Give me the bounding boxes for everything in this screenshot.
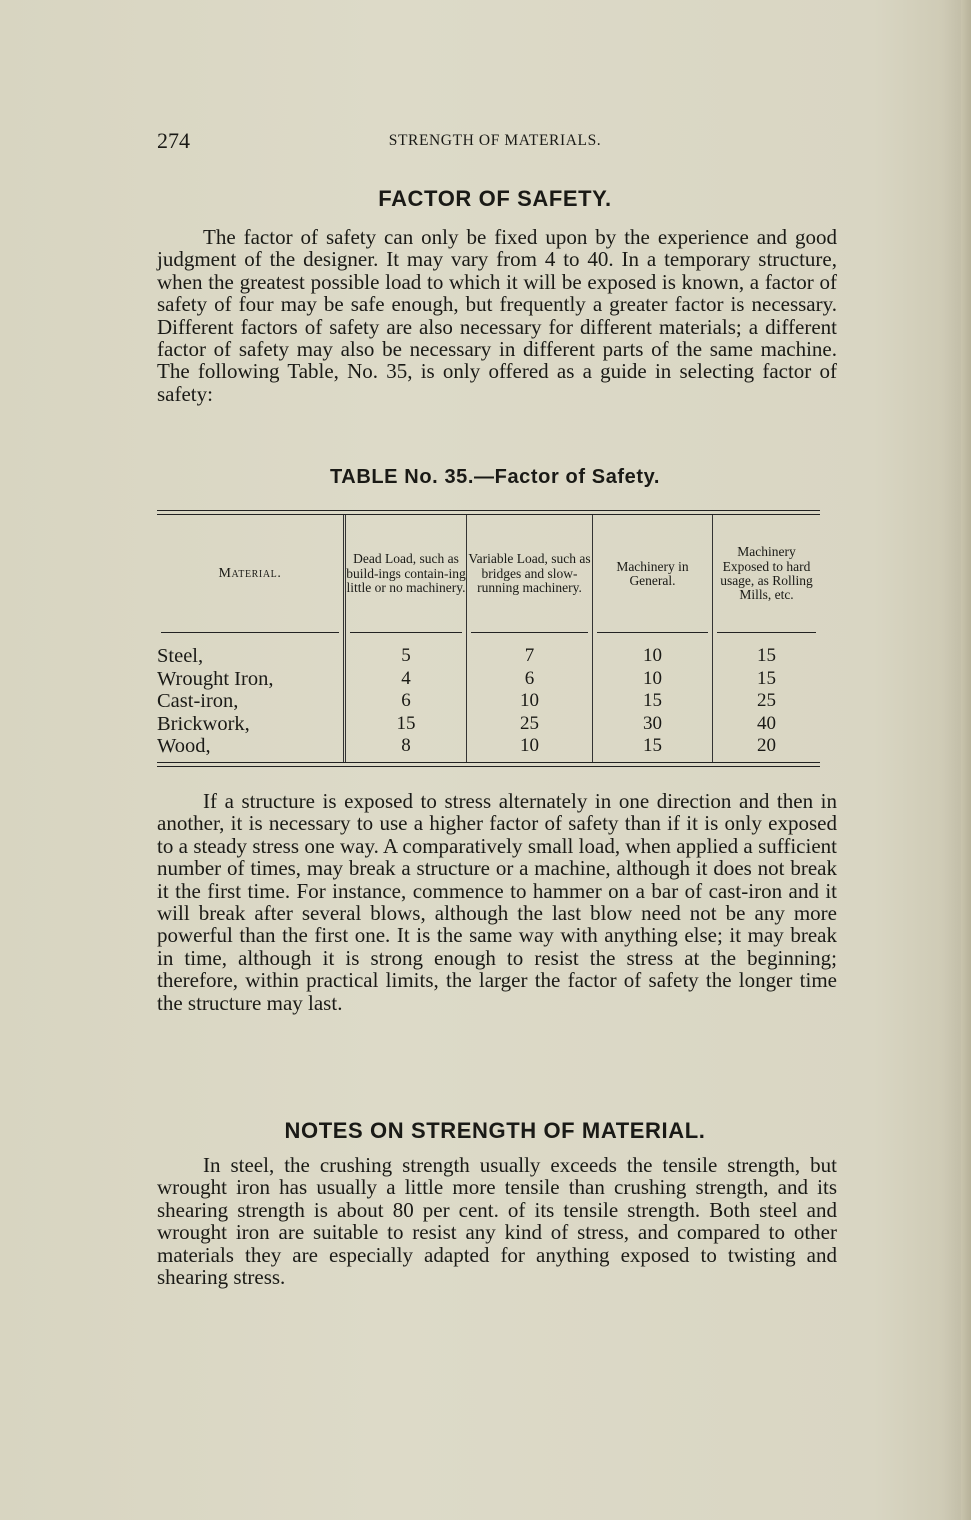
table-cell: 6 [401,690,411,712]
table-cell: Cast-iron, [157,690,239,713]
header-machinery-general: Machinery in General. [592,515,712,633]
table-cell: 10 [643,645,662,666]
notes-paragraph: In steel, the crushing strength usually exceeds the tensile strength, but wrought iron has usually a little more tensile than crushing strength, and its shearing strength is about 80 per cent. of its tensile strength. Both steel and wrought iron are suitable to resist any kind of stress, and compared to other materials they are especially adapted for anything exposed to twisting and shearing stress. [157,1153,837,1290]
table-body [157,633,820,762]
header-variable-load: Variable Load, such as bridges and slow-running machinery. [466,515,592,633]
column-machinery-hard-usage [712,633,820,762]
section-title-factor-of-safety: FACTOR OF SAFETY. [378,186,612,211]
table-header-row [157,515,820,633]
table-cell: 25 [520,712,539,734]
page-number: 274 [157,128,190,153]
table-title: TABLE No. 35.—Factor of Safety. [329,466,661,488]
table-cell: 4 [401,667,411,689]
table-cell: Brickwork, [157,712,250,735]
table-cell: Wrought Iron, [157,667,274,690]
column-material [157,633,343,762]
table-cell: 8 [401,735,411,757]
intro-paragraph: The factor of safety can only be fixed upon by the experience and good judgment of the designer. It may vary from 4 to 40. In a temporary structure, when the greatest possible load to which it will be exposed is known, a factor of safety of four may be safe enough, but frequently a greater factor is necessary. Different factors of safety are also necessary for different materials; a different factor of safety may also be necessary in different parts of the same machine. The following Table, No. 35, is only offered as a guide in selecting factor of safety: [157,225,837,406]
table-cell: 6 [524,667,535,689]
table-bottom-rule [157,762,820,767]
table-cell: 15 [757,667,776,689]
table-cell: 15 [643,690,662,712]
header-dead-load: Dead Load, such as build-ings contain-ing little or no machinery. [343,515,466,633]
table-cell: 10 [520,690,539,712]
table-cell: 15 [757,645,776,666]
table-cell: 40 [757,712,776,734]
section-title-notes-on-strength: NOTES ON STRENGTH OF MATERIAL. [284,1118,706,1143]
table-cell: Wood, [157,735,211,758]
page-edge [961,0,971,1520]
table-cell: 10 [643,667,662,689]
column-dead-load [343,633,466,762]
column-variable-load [466,633,592,762]
table-cell: 20 [757,735,776,757]
table-cell: 30 [643,712,662,734]
header-machinery-hard-usage: Machinery Exposed to hard usage, as Rolling Mills, etc. [712,515,820,633]
table-cell: 25 [757,690,776,712]
factor-of-safety-table [157,510,820,767]
table-cell: 15 [396,712,416,734]
table-cell: 15 [643,735,662,757]
table-cell: Steel, [157,645,204,667]
table-cell: 10 [520,735,539,757]
column-machinery-general [592,633,712,762]
table-cell: 5 [401,645,411,666]
running-title: STRENGTH OF MATERIALS. [388,132,602,149]
header-material: Material. [157,515,343,633]
alternating-stress-paragraph: If a structure is exposed to stress alternately in one direction and then in another, it is necessary to use a higher factor of safety than if it is only exposed to a steady stress one way. A comparatively small load, when applied a sufficient number of times, may break a structure or a machine, although it does not break it the first time. For instance, commence to hammer on a bar of cast-iron and it will break after several blows, although the last blow need not be any more powerful than the first one. It is the same way with anything else; it may break in time, although it is strong enough to resist the stress at the beginning; therefore, within practical limits, the larger the factor of safety the longer time the structure may last. [157,789,837,1015]
running-head [157,128,833,158]
table-cell: 7 [524,645,535,666]
